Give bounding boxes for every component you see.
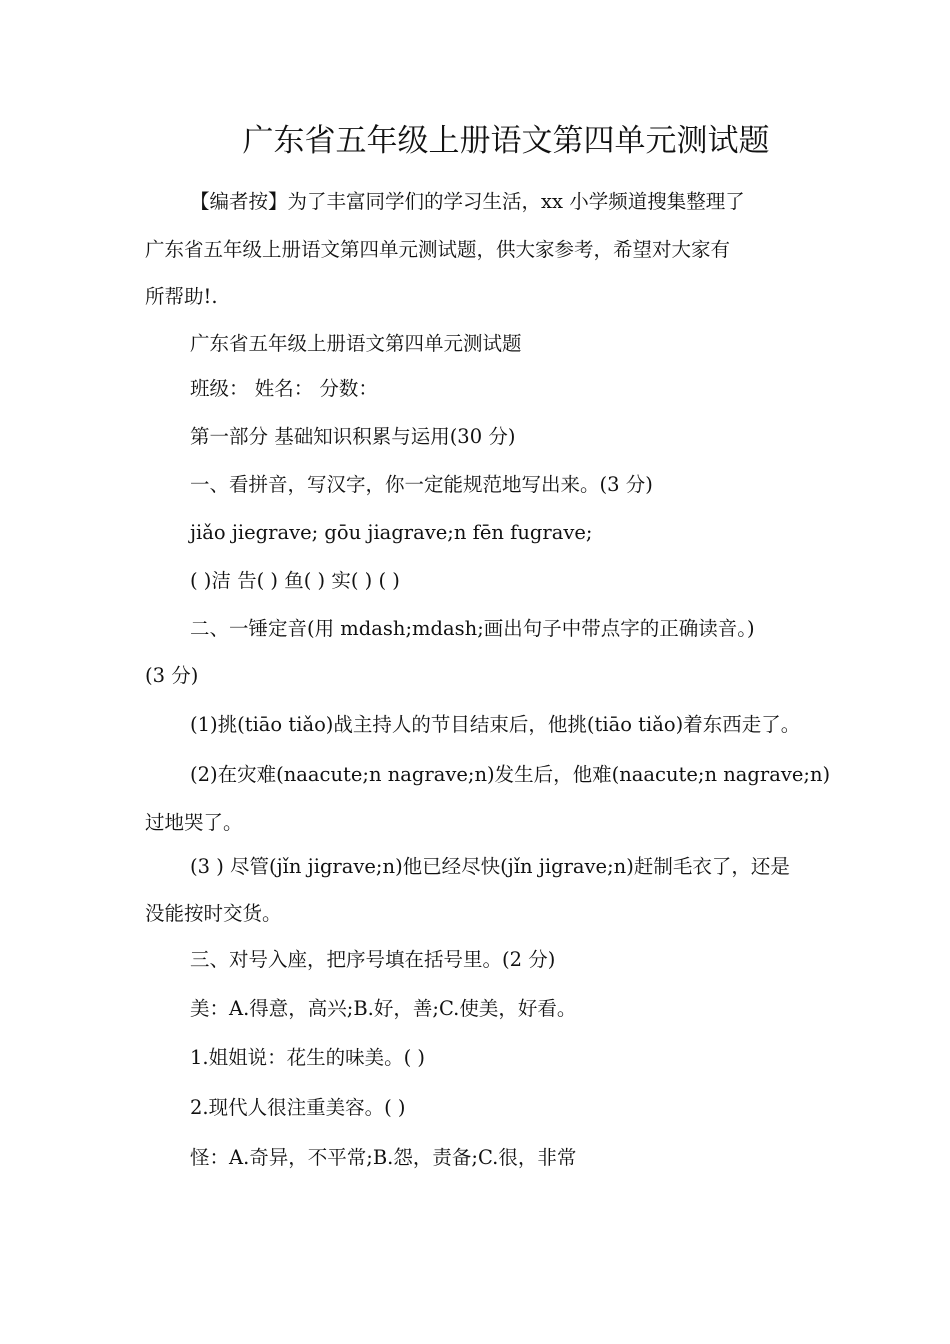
question-1-blanks: ( )洁 告( ) 鱼( ) 实( ) ( ): [190, 569, 400, 592]
question-2-item-3-line-1: (3 ) 尽管(jǐn jigrave;n)他已经尽快(jǐn jigrave;n)赶制毛衣了，还是: [190, 855, 790, 878]
question-2-item-1: (1)挑(tiāo tiǎo)战主持人的节目结束后，他挑(tiāo tiǎo)着东西走了。: [190, 713, 801, 736]
part-one-heading: 第一部分 基础知识积累与运用(30 分): [190, 425, 516, 448]
question-3: 三、对号入座，把序号填在括号里。(2 分): [190, 948, 556, 971]
student-info-line: 班级： 姓名： 分数：: [190, 377, 378, 400]
question-1-pinyin: jiǎo jiegrave; gōu jiagrave;n fēn fugrave;: [190, 521, 593, 544]
question-3-item-2: 2.现代人很注重美容。( ): [190, 1096, 406, 1119]
intro-line-2: 广东省五年级上册语文第四单元测试题，供大家参考，希望对大家有: [145, 238, 731, 261]
document-title: 广东省五年级上册语文第四单元测试题: [242, 123, 770, 159]
question-2-item-3-line-2: 没能按时交货。: [145, 902, 282, 925]
intro-line-3: 所帮助!.: [145, 285, 218, 308]
question-2-line-2: (3 分): [145, 664, 199, 687]
intro-line-1: 【编者按】为了丰富同学们的学习生活，xx 小学频道搜集整理了: [190, 190, 745, 213]
question-2-item-2-line-1: (2)在灾难(naacute;n nagrave;n)发生后，他难(naacute;n nagrave;n): [190, 763, 831, 786]
question-3-mei-definitions: 美：A.得意，高兴;B.好，善;C.使美，好看。: [190, 997, 577, 1020]
question-1: 一、看拼音，写汉字，你一定能规范地写出来。(3 分): [190, 473, 653, 496]
question-2-line-1: 二、一锤定音(用 mdash;mdash;画出句子中带点字的正确读音。): [190, 617, 755, 640]
question-3-item-1: 1.姐姐说：花生的味美。( ): [190, 1046, 426, 1069]
test-subtitle: 广东省五年级上册语文第四单元测试题: [190, 332, 522, 355]
question-2-item-2-line-2: 过地哭了。: [145, 811, 243, 834]
question-3-guai-definitions: 怪：A.奇异，不平常;B.怨，责备;C.很，非常: [190, 1146, 577, 1169]
